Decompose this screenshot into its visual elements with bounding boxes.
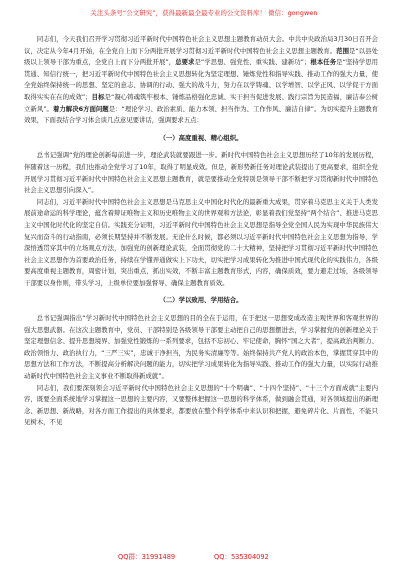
bold-phrase: 根本任务 bbox=[310, 58, 337, 67]
footer-contacts bbox=[0, 546, 408, 568]
document-body bbox=[24, 34, 378, 544]
bold-phrase: 目标 bbox=[91, 92, 105, 101]
paragraph-text: 同志们，习近平新时代中国特色社会主义思想是马克思主义中国化时代化的最新重大成果，贯穿着马克思主义关于人类发展前途命运的科学理论，蕴含着辩证唯物主义和历史唯物主义的世界观和方法论，彰显着我们党坚持“两个结合”、推进马克思主义中国化时代化的坚定自信。实践充分证明，习近平新时代中国特色社会主义思想是指导全党全国人民为实现中华民族伟大复兴而奋斗的行动指南，必须长期坚持并不断发展。无论什么时候，都必须以习近平新时代中国特色社会主义思想为指导，学深悟透贯穿其中的立场观点方法，加强党的创新理论武装，全面贯彻党的二十大精神，坚持把学习贯彻习近平新时代中国特色社会主义思想作为首要政治任务，持续在学懂弄通做实上下功夫，切实把学习成果转化为推进中国式现代化的实践伟力，各级要高度重视主题教育，周密计划，突出重点，抓出实效，不断丰富主题教育形式，内容，确保质效，要力避走过场，各级领导干部要以身作则，带头学习，上级单位要加强督导、确保主题教育质效。 bbox=[24, 197, 378, 287]
body-paragraph bbox=[24, 383, 378, 429]
paragraph-text: 总书记强调“党的理论创新每前进一步，理论武装就要跟进一步。新时代中国特色社会主义思想历经了10年的发展历程，伴随着这一历程，我们也推动全党学习了10年，取得了明显成效。但是，新形势新任务对理论武装提出了更高要求，组织全党开展学习贯彻习近平新时代中国特色社会主义思想主题教育，就是要推动全党特别是领导干部不断把学习贯彻新时代中国特色社会主义思想引向深入”。 bbox=[24, 151, 378, 195]
bold-phrase: 着力解决6方面问题 bbox=[52, 104, 109, 113]
qq-group-label: QQ群：31991489 bbox=[118, 553, 176, 561]
paragraph-text: 总书记强调指出“学习新时代中国特色社会主义思想的目的全在于运用，在于把这一思想变成改造主观世界和客观世界的强大思想武器。在这次主题教育中，党员、干部特别是各级领导干部要主动把自己的思想摆进去，学习掌握党的创新理论关于坚定理想信念、提升思想境界、加强党性锻炼的一系列要求，包括不忘初心、牢记使命，胸怀“国之大者”，提高政治判断力、政治领悟力、政治执行力，“三严三实”，忠诚干净担当，为民务实清廉等等。始终保持共产党人的政治本色，掌握贯穿其中的思想方法和工作方法，不断提高分析解决问题的能力，切实把学习成果转化为指导实践、推动工作的强大力量，以实际行动推动新时代中国特色社会主义事业不断取得新成就”。 bbox=[24, 314, 378, 381]
body-paragraph bbox=[24, 150, 378, 196]
paragraph-text: 同志们，我们要深刻领会习近平新时代中国特色社会主义思想的“十个明确”、“十四个坚持”、“十三个方面成就”主要内容，既要全面系统地学习掌握这一思想的主要内容，又要整体把握这一思想的科学体系，做到融会贯通，对各领域提出的新理念、新思想、新战略，对各方面工作提出的具体要求，都要放在整个科学体系中来认识和把握，避免碎片化、片面性，不能只见树木，不见 bbox=[24, 383, 378, 427]
paragraph-text: 是“凝心铸魂筑牢根本、锤炼品格强化忠诚、实干担当促进发展、践行宗旨为民造福、廉洁奉公树立新风”。 bbox=[24, 92, 378, 113]
body-paragraph bbox=[24, 313, 378, 383]
header-banner: 关注头条号“公文研究”，获得最新最全最专业的公文资料库！ 微信：gongwen bbox=[90, 9, 318, 17]
paragraph-text: 是“以县处级以上领导干部为重点，全党自上而下分两批开展”， bbox=[24, 46, 378, 67]
body-paragraph bbox=[24, 34, 378, 127]
qq-contact-label: QQ：535304092 bbox=[214, 553, 269, 561]
paragraph-text: 是：“理论学习、政治素质、能力本领、担当作为、工作作风、廉洁自律”。为切实提升主题教育效果，下面我结合学习体会谈几点意见要讲话，强调要求五点： bbox=[24, 104, 378, 125]
body-paragraph bbox=[24, 197, 378, 290]
paragraph-text: 是“坚持学思用贯通、知信行统一，把习近平新时代中国特色社会主义思想转化为坚定理想、锤炼党性和指导实践、推动工作的强大力量，使全党始终保持统一的思想、坚定的意志、协调的行动、强大的战斗力，努力在以学铸魂、以学增智、以学正风、以学促干方面取得实实在在的成效”； bbox=[24, 58, 378, 101]
bold-phrase: 范围 bbox=[336, 46, 350, 55]
section-heading: （一）高度重视、精心组织。 bbox=[159, 133, 243, 142]
paragraph-text: 同志们，今天我们召开学习贯彻习近平新时代中国特色社会主义思想主题教育动员大会。中共中央政治局3月30日召开会议，决定从今年4月开始，在全党自上而下分两批开展学习贯彻习近平新时代中国特色社会主义思想主题教育。 bbox=[24, 35, 378, 55]
paragraph-text: 是“学思想、强党性、重实践、建新功”； bbox=[194, 58, 311, 67]
bold-phrase: 总要求 bbox=[175, 58, 195, 67]
section-heading: （二）学以致用、学用结合。 bbox=[159, 296, 243, 305]
